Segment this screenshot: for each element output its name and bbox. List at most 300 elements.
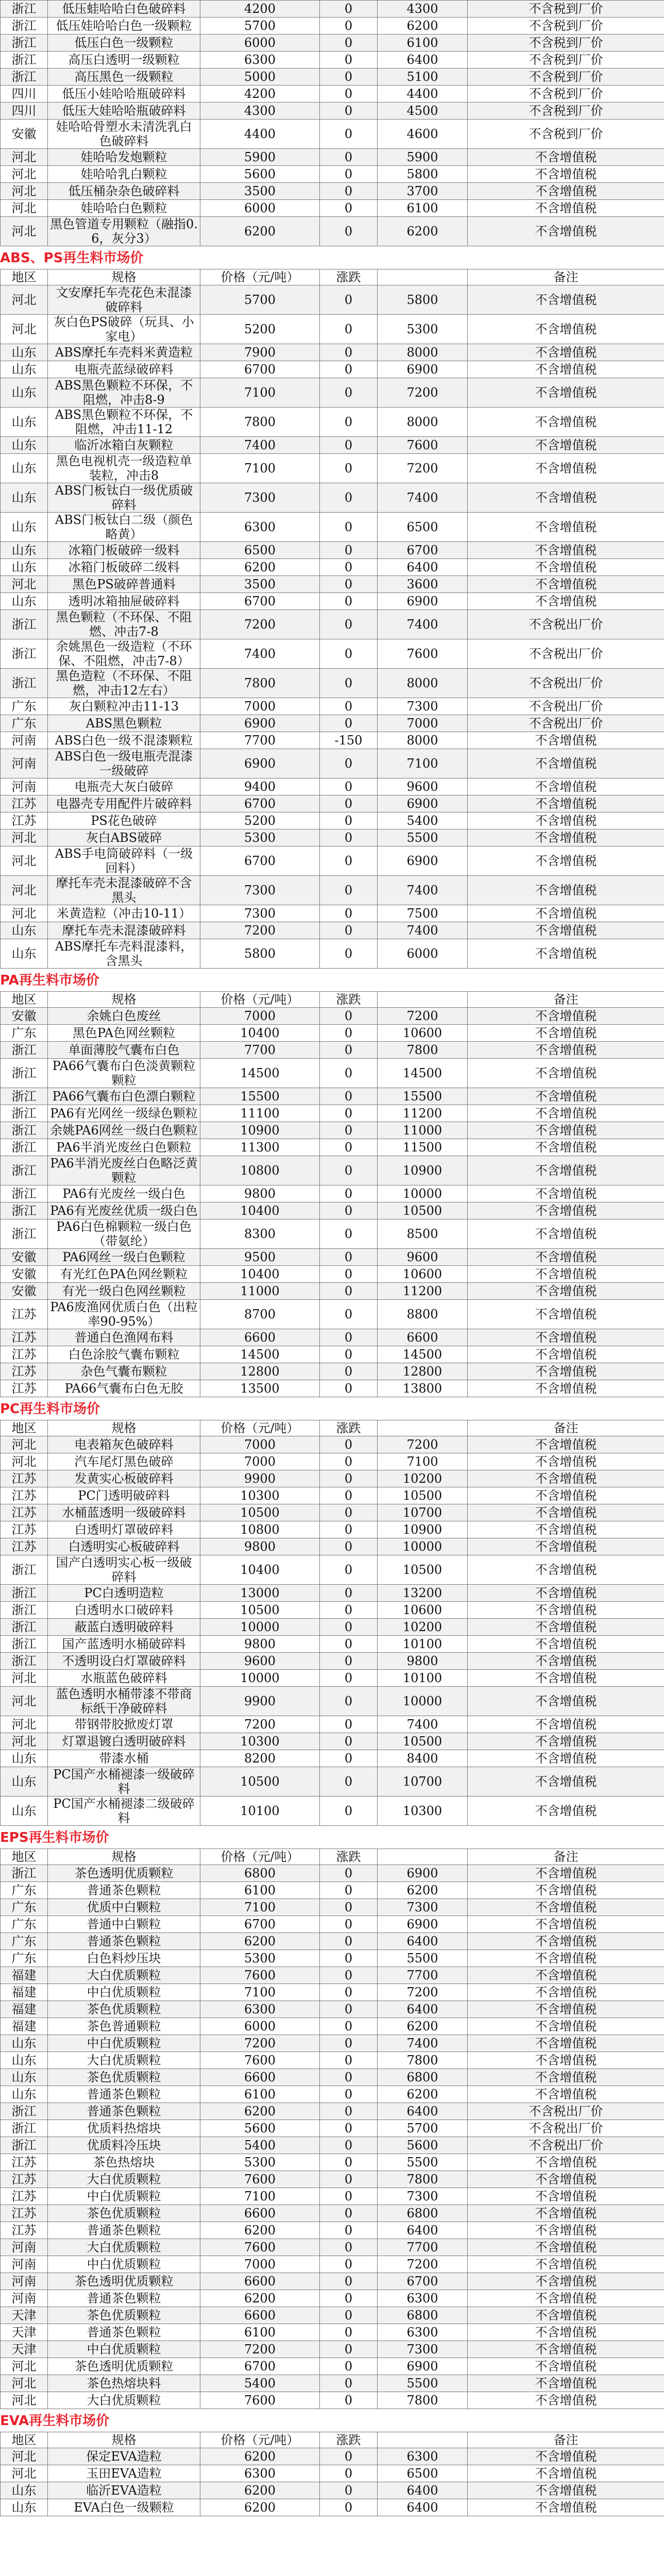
change-cell: 0: [320, 1156, 378, 1185]
column-header: 涨跌: [320, 1849, 378, 1865]
remark-cell: 不含税出厂价: [468, 698, 664, 715]
price-high-cell: 9600: [378, 1249, 468, 1266]
spec-cell: 普通茶色颗粒: [48, 2324, 200, 2341]
spec-cell: 低压娃哈哈白色一级颗粒: [48, 18, 200, 35]
region-cell: 山东: [1, 513, 48, 542]
table-row: [1, 2290, 664, 2307]
price-high-cell: 6200: [378, 2018, 468, 2035]
price-high-cell: 8000: [378, 732, 468, 749]
spec-cell: ABS摩托车壳料混漆料，含黑头: [48, 939, 200, 969]
change-cell: 0: [320, 120, 378, 149]
remark-cell: 不含增值税: [468, 2358, 664, 2375]
price-high-cell: 6400: [378, 2103, 468, 2120]
remark-cell: 不含增值税: [468, 1538, 664, 1555]
change-cell: 0: [320, 2256, 378, 2273]
column-header: [378, 2432, 468, 2448]
remark-cell: 不含增值税: [468, 1687, 664, 1716]
change-cell: 0: [320, 1202, 378, 1219]
remark-cell: 不含增值税: [468, 1346, 664, 1363]
table-row: [1, 1059, 664, 1088]
spec-cell: PC国产水桶褪漆二级破碎料: [48, 1797, 200, 1826]
table-row: [1, 559, 664, 576]
table-row: [1, 1538, 664, 1555]
price-low-cell: 7300: [200, 876, 320, 905]
remark-cell: 不含增值税: [468, 2239, 664, 2256]
spec-cell: 黑色电视机壳一级造粒单装粒，冲击8: [48, 454, 200, 483]
change-cell: 0: [320, 1636, 378, 1653]
column-header: [378, 992, 468, 1008]
price-high-cell: 10500: [378, 1555, 468, 1585]
table-row: [1, 1950, 664, 1967]
spec-cell: 茶色热熔块料: [48, 2375, 200, 2392]
price-low-cell: 4200: [200, 86, 320, 103]
change-cell: 0: [320, 1619, 378, 1636]
spec-cell: ABS黑色颗粒: [48, 715, 200, 732]
spec-cell: PA6网丝一级白色颗粒: [48, 1249, 200, 1266]
price-high-cell: 7800: [378, 2052, 468, 2069]
table-row: [1, 2482, 664, 2499]
table-row: [1, 876, 664, 905]
region-cell: 浙江: [1, 1, 48, 18]
price-low-cell: 9400: [200, 778, 320, 795]
price-low-cell: 7200: [200, 922, 320, 939]
price-low-cell: 7000: [200, 698, 320, 715]
spec-cell: 低压小娃哈哈瓶破碎料: [48, 86, 200, 103]
spec-cell: ABS门板钛白二级（颜色略黄）: [48, 513, 200, 542]
table-row: [1, 1156, 664, 1185]
spec-cell: 优质料冷压块: [48, 2137, 200, 2154]
region-cell: 河南: [1, 778, 48, 795]
change-cell: 0: [320, 86, 378, 103]
change-cell: 0: [320, 2171, 378, 2188]
spec-cell: PA6有光网丝一级绿色颗粒: [48, 1105, 200, 1122]
table-row: [1, 513, 664, 542]
table-row: [1, 1487, 664, 1504]
price-high-cell: 6000: [378, 939, 468, 969]
remark-cell: 不含增值税: [468, 1249, 664, 1266]
change-cell: 0: [320, 610, 378, 639]
table-row: [1, 1687, 664, 1716]
change-cell: 0: [320, 1219, 378, 1249]
price-high-cell: 3600: [378, 576, 468, 593]
table-row: [1, 1653, 664, 1670]
price-high-cell: 7300: [378, 1899, 468, 1916]
remark-cell: 不含增值税: [468, 778, 664, 795]
remark-cell: 不含增值税: [468, 1105, 664, 1122]
remark-cell: 不含增值税: [468, 1185, 664, 1202]
table-row: [1, 1865, 664, 1882]
change-cell: 0: [320, 1139, 378, 1156]
spec-cell: 普通茶色颗粒: [48, 1882, 200, 1899]
spec-cell: 中白优质颗粒: [48, 1984, 200, 2001]
region-cell: 江苏: [1, 1346, 48, 1363]
change-cell: 0: [320, 922, 378, 939]
price-high-cell: 6300: [378, 2324, 468, 2341]
region-cell: 浙江: [1, 1585, 48, 1602]
region-cell: 浙江: [1, 610, 48, 639]
remark-cell: 不含税到厂价: [468, 1, 664, 18]
price-low-cell: 6800: [200, 1865, 320, 1882]
region-cell: 浙江: [1, 2120, 48, 2137]
price-high-cell: 6500: [378, 513, 468, 542]
remark-cell: 不含增值税: [468, 166, 664, 183]
change-cell: 0: [320, 2069, 378, 2086]
region-cell: 山东: [1, 454, 48, 483]
change-cell: 0: [320, 344, 378, 361]
price-low-cell: 6600: [200, 1329, 320, 1346]
remark-cell: 不含增值税: [468, 2273, 664, 2290]
price-low-cell: 7200: [200, 610, 320, 639]
spec-cell: 大白优质颗粒: [48, 2171, 200, 2188]
table-row: [1, 1329, 664, 1346]
price-low-cell: 7600: [200, 2392, 320, 2409]
table-row: [1, 2052, 664, 2069]
price-high-cell: 3700: [378, 183, 468, 200]
spec-cell: 娃哈哈骨塑水未清洗乳白色破碎料: [48, 120, 200, 149]
change-cell: 0: [320, 1585, 378, 1602]
change-cell: 0: [320, 2120, 378, 2137]
remark-cell: 不含增值税: [468, 1487, 664, 1504]
remark-cell: 不含增值税: [468, 1555, 664, 1585]
remark-cell: 不含增值税: [468, 1453, 664, 1470]
change-cell: 0: [320, 1882, 378, 1899]
column-header: 价格（元/吨）: [200, 269, 320, 285]
remark-cell: 不含税出厂价: [468, 669, 664, 698]
region-cell: 河北: [1, 2448, 48, 2465]
remark-cell: 不含增值税: [468, 361, 664, 378]
table-row: [1, 483, 664, 513]
column-header: 备注: [468, 269, 664, 285]
change-cell: 0: [320, 166, 378, 183]
spec-cell: 透明冰箱抽屉破碎料: [48, 593, 200, 610]
region-cell: 山东: [1, 2482, 48, 2499]
spec-cell: 临沂冰箱白灰颗粒: [48, 437, 200, 454]
table-row: [1, 1716, 664, 1733]
change-cell: 0: [320, 1088, 378, 1105]
change-cell: 0: [320, 285, 378, 315]
price-high-cell: 6800: [378, 2307, 468, 2324]
spec-cell: 茶色热熔块: [48, 2154, 200, 2171]
spec-cell: 单面薄胶气囊布白色: [48, 1042, 200, 1059]
spec-cell: 白透明灯罩破碎料: [48, 1521, 200, 1538]
table-header-row: [1, 2432, 664, 2448]
price-high-cell: 6400: [378, 2001, 468, 2018]
change-cell: 0: [320, 1733, 378, 1750]
table-row: [1, 2273, 664, 2290]
table-row: [1, 103, 664, 120]
remark-cell: 不含增值税: [468, 513, 664, 542]
region-cell: 福建: [1, 2001, 48, 2018]
price-low-cell: 7000: [200, 1008, 320, 1025]
table-row: [1, 35, 664, 52]
remark-cell: 不含增值税: [468, 1933, 664, 1950]
spec-cell: 茶色透明优质颗粒: [48, 1865, 200, 1882]
spec-cell: 灰白ABS破碎: [48, 829, 200, 846]
table-row: [1, 812, 664, 829]
price-low-cell: 6200: [200, 2290, 320, 2307]
price-low-cell: 6000: [200, 35, 320, 52]
remark-cell: 不含增值税: [468, 408, 664, 437]
market-section: [0, 246, 664, 969]
change-cell: 0: [320, 2341, 378, 2358]
remark-cell: 不含增值税: [468, 2392, 664, 2409]
spec-cell: 摩托车壳未混漆破碎不含黑头: [48, 876, 200, 905]
change-cell: 0: [320, 149, 378, 166]
column-header: 备注: [468, 1420, 664, 1436]
price-low-cell: 6200: [200, 2103, 320, 2120]
table-row: [1, 2465, 664, 2482]
price-low-cell: 7600: [200, 2239, 320, 2256]
price-low-cell: 7400: [200, 639, 320, 669]
price-table: [0, 2432, 664, 2516]
table-row: [1, 437, 664, 454]
remark-cell: 不含增值税: [468, 2001, 664, 2018]
price-low-cell: 11300: [200, 1139, 320, 1156]
price-high-cell: 7400: [378, 483, 468, 513]
spec-cell: PA6半消光废丝白色略泛黄颗粒: [48, 1156, 200, 1185]
spec-cell: 灰白颗粒冲击11-13: [48, 698, 200, 715]
change-cell: 0: [320, 2448, 378, 2465]
table-row: [1, 1283, 664, 1300]
region-cell: 广东: [1, 698, 48, 715]
spec-cell: 茶色普通颗粒: [48, 2018, 200, 2035]
change-cell: 0: [320, 1950, 378, 1967]
remark-cell: 不含增值税: [468, 1470, 664, 1487]
price-high-cell: 7600: [378, 639, 468, 669]
price-low-cell: 5400: [200, 2375, 320, 2392]
remark-cell: 不含税出厂价: [468, 2103, 664, 2120]
price-high-cell: 13800: [378, 1380, 468, 1397]
remark-cell: 不含增值税: [468, 1521, 664, 1538]
remark-cell: 不含增值税: [468, 2069, 664, 2086]
remark-cell: 不含增值税: [468, 1967, 664, 1984]
table-row: [1, 2375, 664, 2392]
change-cell: 0: [320, 1249, 378, 1266]
table-row: [1, 1380, 664, 1397]
region-cell: 江苏: [1, 1470, 48, 1487]
remark-cell: 不含增值税: [468, 2171, 664, 2188]
remark-cell: 不含增值税: [468, 454, 664, 483]
region-cell: 安徽: [1, 1008, 48, 1025]
price-high-cell: 6400: [378, 1933, 468, 1950]
price-low-cell: 7200: [200, 2035, 320, 2052]
region-cell: 江苏: [1, 1521, 48, 1538]
price-low-cell: 5200: [200, 315, 320, 344]
table-row: [1, 715, 664, 732]
spec-cell: 电器壳专用配件片破碎料: [48, 795, 200, 812]
price-high-cell: 5400: [378, 812, 468, 829]
change-cell: 0: [320, 1967, 378, 1984]
price-high-cell: 7800: [378, 2171, 468, 2188]
region-cell: 山东: [1, 939, 48, 969]
region-cell: 天津: [1, 2324, 48, 2341]
region-cell: 河北: [1, 2375, 48, 2392]
remark-cell: 不含增值税: [468, 1088, 664, 1105]
price-high-cell: 6300: [378, 2448, 468, 2465]
market-section: [0, 1397, 664, 1826]
region-cell: 福建: [1, 1984, 48, 2001]
price-high-cell: 7400: [378, 610, 468, 639]
region-cell: 浙江: [1, 18, 48, 35]
remark-cell: 不含增值税: [468, 1767, 664, 1797]
remark-cell: 不含增值税: [468, 2290, 664, 2307]
spec-cell: 茶色优质颗粒: [48, 2205, 200, 2222]
price-low-cell: 9800: [200, 1185, 320, 1202]
region-cell: 河北: [1, 166, 48, 183]
price-low-cell: 6600: [200, 2307, 320, 2324]
remark-cell: 不含税到厂价: [468, 69, 664, 86]
spec-cell: 优质料热熔块: [48, 2120, 200, 2137]
region-cell: 山东: [1, 1797, 48, 1826]
region-cell: 浙江: [1, 1122, 48, 1139]
table-row: [1, 217, 664, 246]
region-cell: 浙江: [1, 2103, 48, 2120]
price-low-cell: 6200: [200, 217, 320, 246]
spec-cell: 有光红色PA色网丝颗粒: [48, 1266, 200, 1283]
table-row: [1, 1636, 664, 1653]
spec-cell: 娃哈哈发炮颗粒: [48, 149, 200, 166]
region-cell: 河北: [1, 2358, 48, 2375]
price-low-cell: 4200: [200, 1, 320, 18]
spec-cell: 摩托车壳未混漆破碎料: [48, 922, 200, 939]
region-cell: 浙江: [1, 1619, 48, 1636]
column-header: 地区: [1, 2432, 48, 2448]
region-cell: 江苏: [1, 1504, 48, 1521]
price-low-cell: 5400: [200, 2137, 320, 2154]
price-low-cell: 7600: [200, 1967, 320, 1984]
change-cell: 0: [320, 1670, 378, 1687]
price-low-cell: 6900: [200, 749, 320, 778]
price-high-cell: 7200: [378, 1008, 468, 1025]
price-low-cell: 7100: [200, 1984, 320, 2001]
price-low-cell: 6300: [200, 52, 320, 69]
region-cell: 山东: [1, 559, 48, 576]
table-row: [1, 1602, 664, 1619]
region-cell: 浙江: [1, 1865, 48, 1882]
change-cell: 0: [320, 35, 378, 52]
price-low-cell: 12800: [200, 1363, 320, 1380]
change-cell: 0: [320, 315, 378, 344]
table-row: [1, 18, 664, 35]
remark-cell: 不含增值税: [468, 2205, 664, 2222]
remark-cell: 不含增值税: [468, 1984, 664, 2001]
price-low-cell: 13500: [200, 1380, 320, 1397]
table-row: [1, 778, 664, 795]
table-row: [1, 610, 664, 639]
price-low-cell: 8300: [200, 1219, 320, 1249]
price-low-cell: 14500: [200, 1059, 320, 1088]
price-low-cell: 4300: [200, 103, 320, 120]
spec-cell: PA66气囊布白色无胶: [48, 1380, 200, 1397]
region-cell: 河北: [1, 1670, 48, 1687]
price-low-cell: 10900: [200, 1122, 320, 1139]
table-row: [1, 829, 664, 846]
change-cell: 0: [320, 1453, 378, 1470]
change-cell: 0: [320, 2222, 378, 2239]
price-low-cell: 6700: [200, 795, 320, 812]
region-cell: 浙江: [1, 1602, 48, 1619]
price-low-cell: 5900: [200, 149, 320, 166]
table-row: [1, 315, 664, 344]
spec-cell: 大白优质颗粒: [48, 2239, 200, 2256]
price-low-cell: 7100: [200, 454, 320, 483]
region-cell: 江苏: [1, 1363, 48, 1380]
price-high-cell: 6800: [378, 2205, 468, 2222]
price-high-cell: 7300: [378, 698, 468, 715]
remark-cell: 不含增值税: [468, 576, 664, 593]
spec-cell: PA6有光废丝优质一级白色: [48, 1202, 200, 1219]
region-cell: 四川: [1, 86, 48, 103]
change-cell: 0: [320, 1266, 378, 1283]
remark-cell: 不含增值税: [468, 1916, 664, 1933]
table-row: [1, 1585, 664, 1602]
region-cell: 山东: [1, 378, 48, 408]
region-cell: 广东: [1, 1950, 48, 1967]
remark-cell: 不含增值税: [468, 829, 664, 846]
column-header: 规格: [48, 2432, 200, 2448]
price-low-cell: 6200: [200, 2499, 320, 2516]
price-high-cell: 6800: [378, 2069, 468, 2086]
spec-cell: 普通白色渔网布料: [48, 1329, 200, 1346]
price-high-cell: 7400: [378, 922, 468, 939]
remark-cell: 不含增值税: [468, 1653, 664, 1670]
region-cell: 河北: [1, 1436, 48, 1453]
column-header: 价格（元/吨）: [200, 2432, 320, 2448]
table-row: [1, 1363, 664, 1380]
price-high-cell: 7400: [378, 2035, 468, 2052]
region-cell: 河南: [1, 749, 48, 778]
change-cell: 0: [320, 437, 378, 454]
price-high-cell: 10600: [378, 1602, 468, 1619]
remark-cell: 不含增值税: [468, 149, 664, 166]
table-row: [1, 378, 664, 408]
region-cell: 河南: [1, 2290, 48, 2307]
remark-cell: 不含增值税: [468, 1585, 664, 1602]
change-cell: 0: [320, 2001, 378, 2018]
price-low-cell: 5300: [200, 2154, 320, 2171]
table-row: [1, 1750, 664, 1767]
price-high-cell: 10000: [378, 1687, 468, 1716]
region-cell: 江苏: [1, 2188, 48, 2205]
change-cell: 0: [320, 2358, 378, 2375]
change-cell: 0: [320, 1025, 378, 1042]
price-high-cell: 14500: [378, 1059, 468, 1088]
spec-cell: PC门透明破碎料: [48, 1487, 200, 1504]
table-row: [1, 2103, 664, 2120]
price-high-cell: 7800: [378, 2392, 468, 2409]
price-low-cell: 7800: [200, 669, 320, 698]
change-cell: 0: [320, 812, 378, 829]
price-high-cell: 13200: [378, 1585, 468, 1602]
table-row: [1, 52, 664, 69]
region-cell: 河北: [1, 1733, 48, 1750]
spec-cell: 带漆水桶: [48, 1750, 200, 1767]
table-row: [1, 2324, 664, 2341]
change-cell: 0: [320, 1380, 378, 1397]
price-low-cell: 5300: [200, 1950, 320, 1967]
price-high-cell: 6900: [378, 795, 468, 812]
table-row: [1, 2205, 664, 2222]
table-row: [1, 2188, 664, 2205]
table-row: [1, 1504, 664, 1521]
change-cell: 0: [320, 69, 378, 86]
remark-cell: 不含增值税: [468, 1882, 664, 1899]
remark-cell: 不含税到厂价: [468, 103, 664, 120]
price-low-cell: 7700: [200, 732, 320, 749]
region-cell: 江苏: [1, 812, 48, 829]
remark-cell: 不含税到厂价: [468, 52, 664, 69]
spec-cell: 余姚PA6网丝一级白色颗粒: [48, 1122, 200, 1139]
